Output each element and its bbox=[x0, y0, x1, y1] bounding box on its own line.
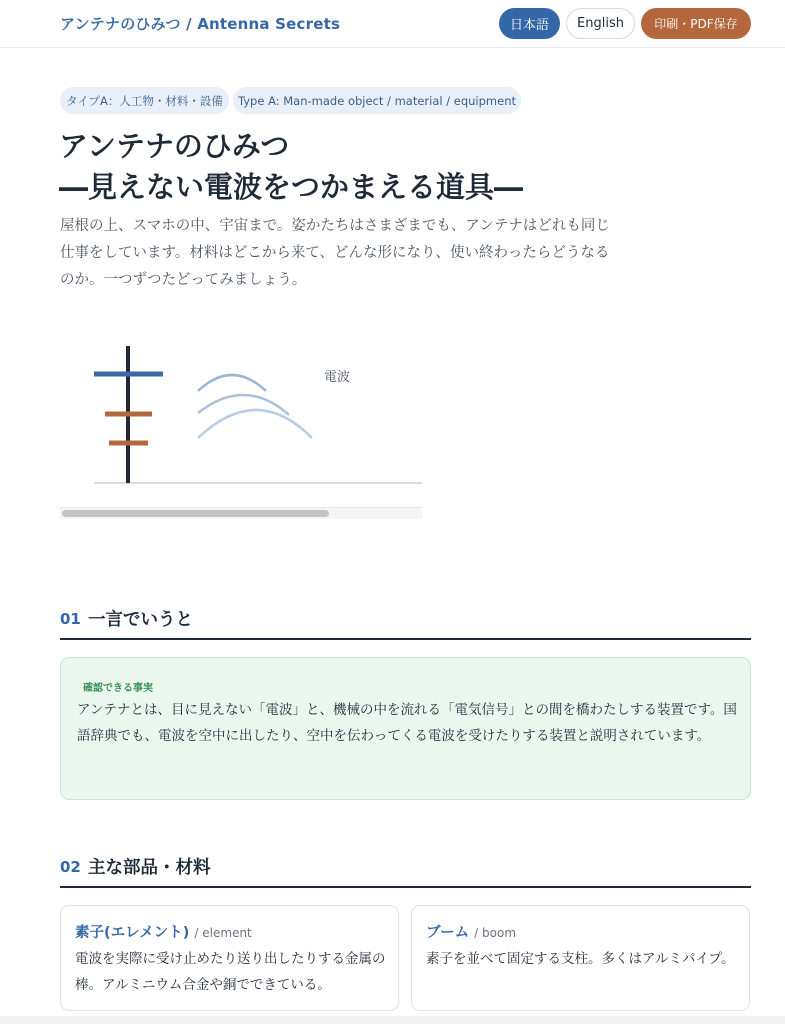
lead-paragraph: 屋根の上、スマホの中、宇宙まで。姿かたちはさまざまでも、アンテナはどれも同じ仕事をしています。材料はどこから来て、どんな形になり、使い終わったらどうなるのか。一つずつたどってみましょう。 bbox=[60, 218, 610, 288]
top-bar bbox=[0, 0, 785, 48]
card-text: 電波を実際に受け止めたり送り出したりする金属の棒。アルミニウム合金や銅でできている。 bbox=[75, 951, 386, 993]
next-cards-edge bbox=[0, 1016, 785, 1024]
type-tag-ja: タイプA：人工物・材料・設備 bbox=[60, 87, 229, 114]
lang-ja-button[interactable]: 日本語 bbox=[499, 8, 560, 39]
radio-wave-3 bbox=[198, 410, 312, 438]
section-title: 主な部品・材料 bbox=[88, 858, 211, 878]
page-title-line2: ―見えない電波をつかまえる道具― bbox=[59, 170, 524, 204]
section-number: 01 bbox=[60, 610, 81, 628]
card-subname: / boom bbox=[474, 926, 517, 940]
section-number: 02 bbox=[60, 858, 81, 876]
card-heading bbox=[426, 921, 516, 942]
part-card-boom bbox=[411, 905, 750, 1011]
section-title: 一言でいうと bbox=[88, 610, 193, 630]
section-heading-02 bbox=[60, 852, 751, 888]
antenna-diagram bbox=[60, 324, 422, 520]
part-card-element bbox=[60, 905, 399, 1011]
antenna-illustration bbox=[60, 324, 422, 520]
type-tag-en: Type A: Man-made object / material / equipment bbox=[233, 87, 521, 114]
lang-en-button[interactable]: English bbox=[566, 8, 635, 39]
card-name: 素子(エレメント) bbox=[75, 925, 190, 941]
page-title-line1: アンテナのひみつ bbox=[59, 129, 290, 163]
fact-text: アンテナとは、目に見えない「電波」と、機械の中を流れる「電気信号」との間を橋わたしする装置です。国語辞典でも、電波を空中に出したり、空中を伝わってくる電波を受けたりする装置と説明されています。 bbox=[77, 702, 737, 744]
radio-wave-1 bbox=[198, 375, 266, 391]
wave-label: 電波 bbox=[324, 370, 351, 385]
diagram-scrollbar-thumb[interactable] bbox=[62, 510, 329, 517]
card-heading bbox=[75, 921, 252, 942]
card-text: 素子を並べて固定する支柱。多くはアルミパイプ。 bbox=[426, 951, 735, 967]
page-title bbox=[59, 126, 523, 208]
card-subname: / element bbox=[194, 926, 252, 940]
site-brand[interactable]: アンテナのひみつ / Antenna Secrets bbox=[60, 15, 341, 33]
card-name: ブーム bbox=[426, 925, 470, 941]
fact-label: 確認できる事実 bbox=[83, 683, 153, 694]
section-heading-01 bbox=[60, 604, 751, 640]
print-pdf-button[interactable]: 印刷・PDF保存 bbox=[641, 8, 751, 39]
fact-box bbox=[60, 657, 751, 800]
